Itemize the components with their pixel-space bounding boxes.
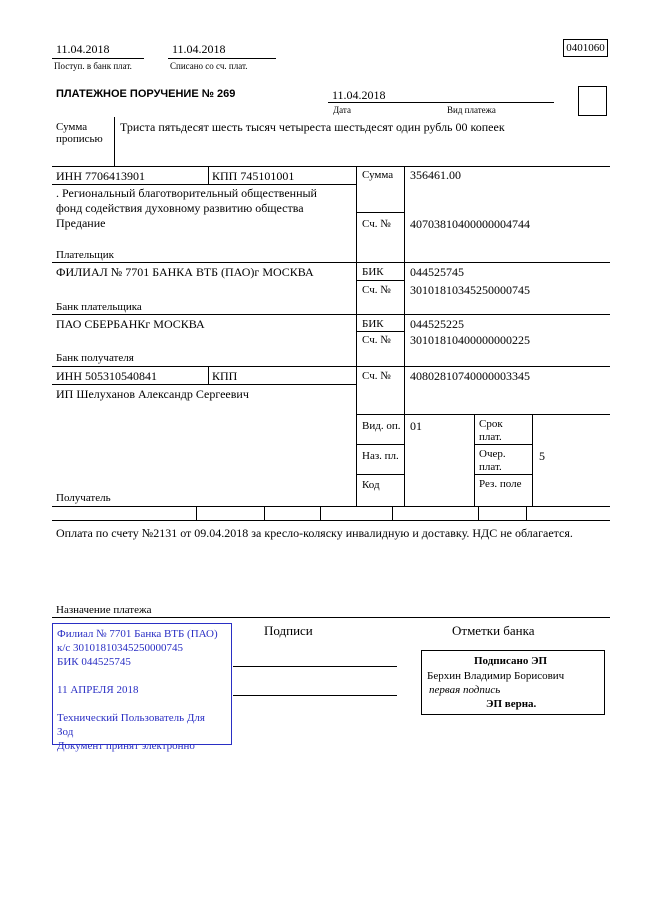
payee-bank-label: Банк получателя <box>56 352 134 364</box>
stamp-line: БИК 044525745 <box>57 656 131 668</box>
grid-line <box>356 262 610 263</box>
date-received-label: Поступ. в банк плат. <box>54 61 132 71</box>
op-type-value: 01 <box>410 419 422 433</box>
form-code-box <box>563 39 608 57</box>
bank-stamp <box>52 623 232 752</box>
payer-bank-account-label: Сч. № <box>362 284 391 296</box>
reserve-label: Рез. поле <box>479 478 522 490</box>
form-code: 0401060 <box>566 42 605 54</box>
grid-col <box>526 506 527 520</box>
grid-col <box>474 414 475 506</box>
payee-bank-account-label: Сч. № <box>362 334 391 346</box>
stamp-line: Зод <box>57 726 74 738</box>
grid-col <box>404 166 405 506</box>
grid-col <box>392 506 393 520</box>
payee-name: ИП Шелуханов Александр Сергеевич <box>56 387 249 401</box>
date-debited-line <box>168 58 276 59</box>
stamp-line <box>57 697 231 711</box>
grid-line <box>52 520 610 521</box>
grid-col <box>264 506 265 520</box>
amount-words-label-1: Сумма <box>56 121 88 133</box>
payee-inn: ИНН 505310540841 <box>56 369 157 383</box>
payee-label: Получатель <box>56 492 111 504</box>
signatures-label: Подписи <box>264 623 313 638</box>
signature-line <box>233 666 397 667</box>
payer-bank-label: Банк плательщика <box>56 301 142 313</box>
sum-label: Сумма <box>362 169 394 181</box>
e-signature-note: первая подпись <box>429 684 501 696</box>
grid-line <box>356 212 404 213</box>
payer-kpp: КПП 745101001 <box>212 169 295 183</box>
amount-words-divider <box>114 117 115 166</box>
priority-label-2: плат. <box>479 461 502 473</box>
payee-account-label: Сч. № <box>362 370 391 382</box>
grid-line <box>356 414 610 415</box>
amount-words-label-2: прописью <box>56 133 103 145</box>
payment-type-label: Вид платежа <box>447 105 496 115</box>
payee-bank-name: ПАО СБЕРБАНКг МОСКВА <box>56 317 205 331</box>
payee-bank-account-value: 30101810400000000225 <box>410 333 530 347</box>
amount-words-value: Триста пятьдесят шесть тысяч четыреста шестьдесят один рубль 00 копеек <box>120 120 505 134</box>
e-signature-title: Подписано ЭП <box>474 655 548 667</box>
payer-account-label: Сч. № <box>362 218 391 230</box>
date-debited-label: Списано со сч. плат. <box>170 61 248 71</box>
term-label-2: плат. <box>479 431 502 443</box>
payer-bank-name: ФИЛИАЛ № 7701 БАНКА ВТБ (ПАО)г МОСКВА <box>56 265 314 279</box>
payer-name-line: . Региональный благотворительный общественный <box>56 186 317 200</box>
order-title: ПЛАТЕЖНОЕ ПОРУЧЕНИЕ № 269 <box>56 88 236 100</box>
stamp-line: к/с 30101810345250000745 <box>57 642 184 654</box>
stamp-line: Документ принят электронно <box>57 740 195 752</box>
payer-bank-account-value: 30101810345250000745 <box>410 283 530 297</box>
stamp-line: Технический Пользователь Для <box>57 712 205 724</box>
priority-value: 5 <box>539 449 545 463</box>
payer-name-line: фонд содействия духовному развитию общества <box>56 201 304 215</box>
payer-name-line: Предание <box>56 216 106 230</box>
order-date-label: Дата <box>333 105 351 115</box>
order-date-line <box>328 102 554 103</box>
purpose-label: Назначение платежа <box>56 604 152 616</box>
stamp-line <box>57 669 231 683</box>
grid-line <box>356 474 404 475</box>
purpose-line <box>52 617 610 618</box>
grid-col <box>196 506 197 520</box>
date-debited: 11.04.2018 <box>172 42 226 56</box>
payer-account-value: 40703810400000004744 <box>410 217 530 231</box>
grid-line <box>52 166 610 167</box>
status-box <box>578 86 607 116</box>
e-signature-verified: ЭП верна. <box>486 698 537 710</box>
grid-col <box>356 166 357 506</box>
grid-line <box>52 366 610 367</box>
signature-line <box>233 695 397 696</box>
grid-line <box>356 444 404 445</box>
payer-inn: ИНН 7706413901 <box>56 169 145 183</box>
grid-col <box>208 166 209 184</box>
payee-bank-bik-label: БИК <box>362 318 384 330</box>
grid-line <box>474 444 532 445</box>
grid-col <box>320 506 321 520</box>
grid-line <box>474 474 532 475</box>
grid-line <box>52 314 610 315</box>
grid-col <box>208 366 209 384</box>
grid-col <box>532 414 533 506</box>
date-received: 11.04.2018 <box>56 42 110 56</box>
purpose-text: Оплата по счету №2131 от 09.04.2018 за кресло-коляску инвалидную и доставку. НДС не облагается. <box>56 526 573 540</box>
grid-line <box>52 262 356 263</box>
code-label: Код <box>362 479 380 491</box>
bank-marks-label: Отметки банка <box>452 623 535 638</box>
purpose-code-label: Наз. пл. <box>362 450 399 462</box>
order-date: 11.04.2018 <box>332 88 386 102</box>
grid-col <box>478 506 479 520</box>
e-signature-box <box>421 650 605 715</box>
sum-value: 356461.00 <box>410 168 461 182</box>
payer-label: Плательщик <box>56 249 114 261</box>
grid-line <box>356 331 404 332</box>
payee-account-value: 40802810740000003345 <box>410 369 530 383</box>
payee-kpp: КПП <box>212 369 238 383</box>
e-signature-signer: Берхин Владимир Борисович <box>427 670 565 682</box>
payer-bank-bik-label: БИК <box>362 266 384 278</box>
grid-line <box>52 184 356 185</box>
term-label-1: Срок <box>479 418 503 430</box>
priority-label-1: Очер. <box>479 448 506 460</box>
grid-line <box>52 384 356 385</box>
stamp-line: 11 АПРЕЛЯ 2018 <box>57 684 139 696</box>
payer-bank-bik-value: 044525745 <box>410 265 464 279</box>
payee-bank-bik-value: 044525225 <box>410 317 464 331</box>
date-received-line <box>52 58 144 59</box>
stamp-line: Филиал № 7701 Банка ВТБ (ПАО) <box>57 628 218 640</box>
grid-line <box>356 280 404 281</box>
op-type-label: Вид. оп. <box>362 420 401 432</box>
